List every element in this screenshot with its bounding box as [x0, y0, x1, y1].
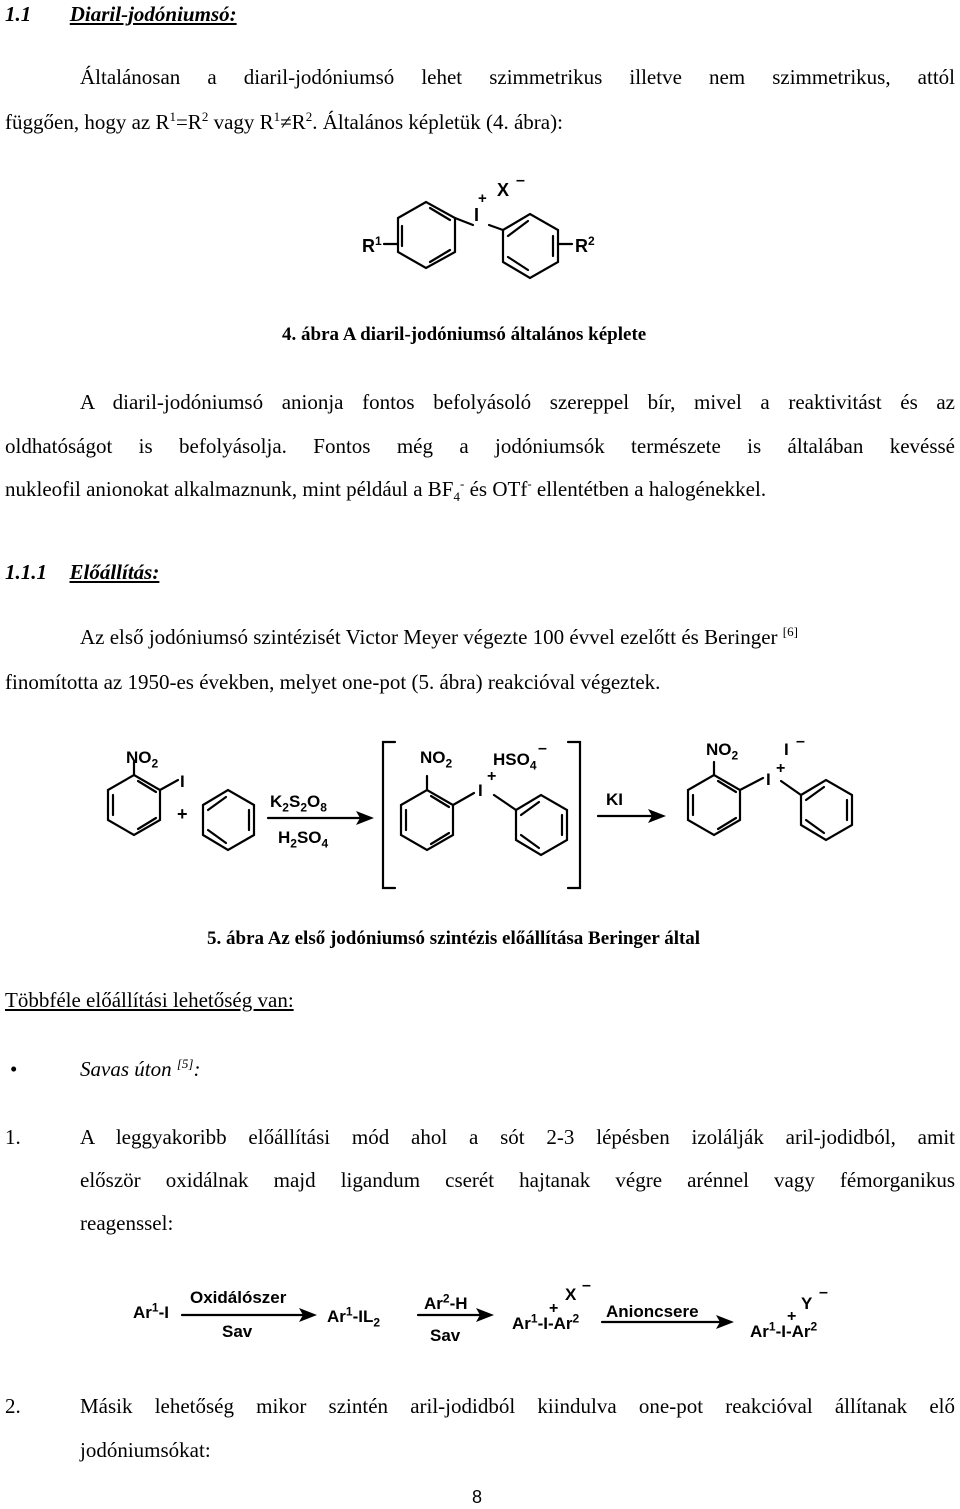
scheme-plus-1: +: [549, 1300, 559, 1317]
section-number: 1.1: [5, 2, 32, 26]
p3-line1: Az első jodóniumsó szintézisét Victor Meyer végezte 100 évvel ezelőtt és Beringer [6]: [80, 624, 798, 649]
fig5-no2-3: $NO_2$: [706, 740, 739, 763]
fig4-R1: $R^1$: [362, 234, 382, 256]
item1-number: 1.: [5, 1125, 21, 1149]
fig5-I-3: I: [766, 770, 771, 789]
fig5-caption: 5. ábra Az első jodóniumsó szintézis előállítása Beringer által: [207, 928, 701, 949]
p4-text: Többféle előállítási lehetőség van:: [5, 988, 294, 1012]
section-title: Diaril-jodóniumsó:: [69, 2, 237, 26]
subsection-title: Előállítás:: [69, 560, 160, 584]
scheme-x: X: [565, 1285, 577, 1304]
fig5-h2so4: $H_2SO_4$: [278, 828, 329, 851]
fig4-R2: $R^2$: [575, 234, 595, 256]
item2-line1: Másik lehetőség mikor szintén aril-jodidból kiindulva one-pot reakcióval állítanak elő: [80, 1394, 955, 1418]
fig5-minus-2: –: [796, 733, 805, 750]
scheme-acid-2: Sav: [430, 1326, 461, 1345]
scheme-ar1i: Ar$^1$-I: [133, 1300, 169, 1322]
bullet-symbol: •: [10, 1057, 18, 1081]
item1-line1: A leggyakoribb előállítási mód ahol a sót 2-3 lépésben izolálják aril-jodidból, amit: [80, 1125, 955, 1149]
p1-line1: Általánosan a diaril-jodóniumsó lehet szimmetrikus illetve nem szimmetrikus, attól: [80, 65, 955, 89]
fig5-I-2: I: [478, 781, 483, 800]
scheme-minus-2: –: [819, 1284, 828, 1301]
fig4-minus: –: [516, 172, 525, 189]
fig5-plus-3: +: [776, 760, 786, 777]
scheme-product-1: Ar$^1$-I-Ar$^2$: [512, 1311, 580, 1333]
scheme-product-2: Ar$^1$-I-Ar$^2$: [750, 1319, 818, 1341]
fig5-k2s2o8: $K_2S_2O_8$: [270, 792, 327, 815]
fig5-ki: KI: [606, 790, 623, 809]
item2-number: 2.: [5, 1394, 21, 1418]
fig5-plus-1: +: [177, 804, 188, 824]
item2-line2: jodóniumsókat:: [80, 1438, 211, 1462]
fig5-no2-1: $NO_2$: [126, 748, 159, 771]
fig5-I-anion: I: [784, 740, 789, 759]
scheme-y: Y: [801, 1294, 813, 1313]
scheme-plus-2: +: [787, 1308, 797, 1325]
fig4-I: I: [474, 205, 480, 225]
fig4-plus: +: [478, 190, 487, 207]
scheme-acid-1: Sav: [222, 1322, 253, 1341]
bullet-text: Savas úton [5]:: [80, 1056, 201, 1081]
subsection-number: 1.1.1: [5, 560, 47, 584]
p2-line2: oldhatóságot is befolyásolja. Fontos még a jodóniumsók természete is általában kevéssé: [5, 434, 955, 458]
scheme-ar2h: Ar$^2$-H: [424, 1291, 468, 1313]
p3-line2: finomította az 1950-es években, melyet one-pot (5. ábra) reakcióval végeztek.: [5, 670, 661, 694]
scheme-minus-1: –: [582, 1277, 591, 1294]
fig5-no2-2: $NO_2$: [420, 748, 453, 771]
fig5-minus-1: –: [538, 740, 547, 757]
scheme-ar1il2: $Ar^1-IL_2$: [327, 1304, 381, 1330]
p1-line2: függően, hogy az $R^1=R^2$ vagy $R^1\ne R^2$. Általános képletük (4. ábra):: [5, 109, 563, 134]
scheme-oxidizer: Oxidálószer: [190, 1288, 287, 1307]
item1-line3: reagenssel:: [80, 1211, 174, 1235]
page-number: 8: [472, 1487, 483, 1507]
p2-line3: nukleofil anionokat alkalmaznunk, mint például a $BF_4^-$ és OTf- ellentétben a halogénekkel.: [5, 476, 767, 505]
fig5-plus-2: +: [487, 768, 497, 785]
item1-line2: először oxidálnak majd ligandum cserét hajtanak végre arénnel vagy fémorganikus: [80, 1168, 955, 1192]
p2-line1: A diaril-jodóniumsó anionja fontos befolyásoló szereppel bír, mivel a reaktivitást és az: [80, 390, 955, 414]
scheme-anion-exchange: Anioncsere: [606, 1302, 699, 1321]
fig4-caption: 4. ábra A diaril-jodóniumsó általános képlete: [282, 324, 647, 345]
fig4-X: X: [497, 180, 510, 200]
fig5-hso4: $HSO_4$: [493, 750, 537, 773]
fig5-I-1: I: [180, 772, 185, 791]
